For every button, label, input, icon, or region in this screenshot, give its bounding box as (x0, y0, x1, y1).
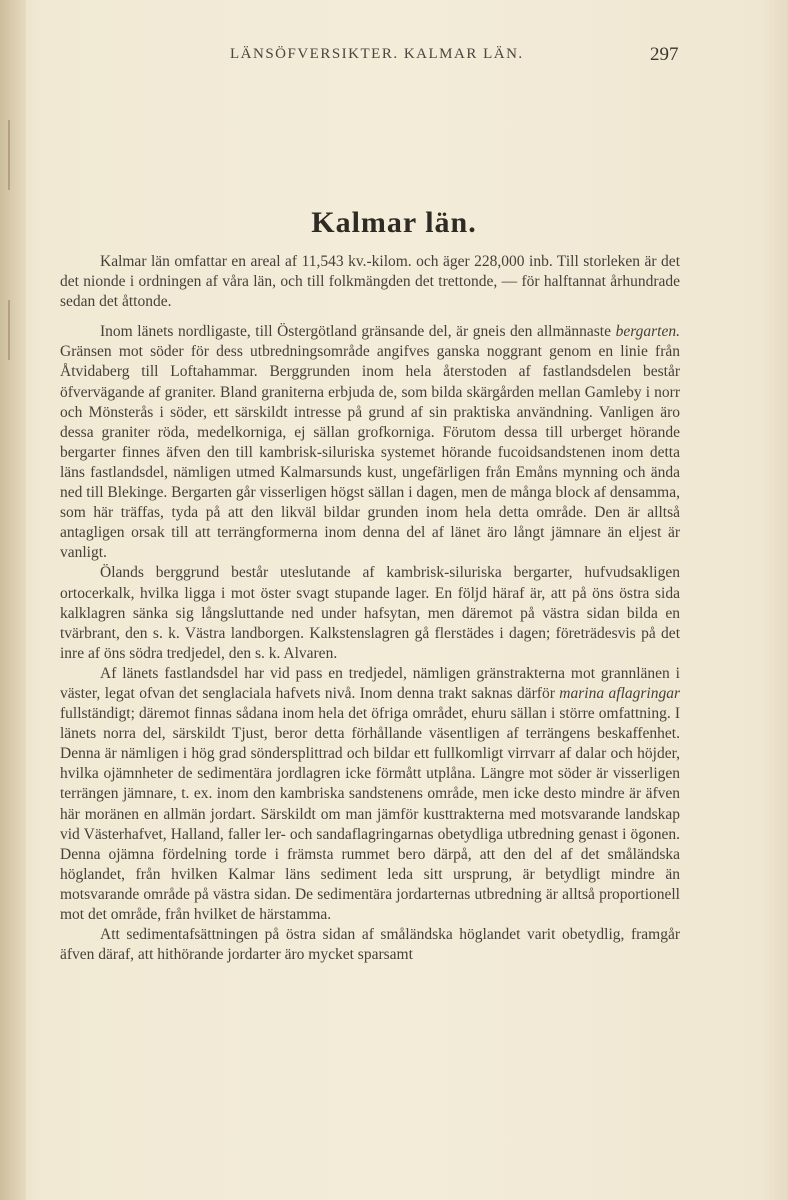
running-head: LÄNSÖFVERSIKTER. KALMAR LÄN. (230, 46, 524, 62)
paragraph: Ölands berggrund består uteslutande af kambrisk-siluriska bergarter, hufvudsakligen ortocerkalk, hvilka ligga i mot öster svagt stupande lager. En följd häraf är, att på öns östra sida kalklagren sänka sig långsluttande ned under hafsytan, men däremot på västra sidan bilda en tvärbrant, den s. k. Västra landborgen. Kalkstenslagren gå flerstädes i dagen; företrädesvis på det inre af öns södra tredjedel, den s. k. Alvaren. (60, 564, 680, 662)
emphasis-bergarten: bergarten. (615, 323, 680, 341)
paragraph-text: Gränsen mot söder för dess utbredningsområde angifves ganska noggrant genom en linie från Åtvidaberg till Loftahammar. Berggrunden inom hela återstoden af fastlandsdelen består öfvervägande af graniter. Bland graniterna erbjuda de, som bilda skärgården mellan Gamleby i norr och Mönsterås i söder, ett särskildt intresse på grund af sin praktiska användning. Vanligen äro dessa graniter röda, medelkorniga, ej sällan grofkorniga. Förutom dessa till urberget hörande bergarter finnes äfven den till kambrisk-siluriska systemet hörande fucoidsandstenen inom detta läns fastlandsdel, nämligen utmed Kalmarsunds kust, ungefärligen från Emåns mynning och ända ned till Blekinge. Bergarten går visserligen högst sällan i dagen, men de många block af densamma, som här träffas, tyda på att den likväl bildar grunden inom hela detta område. Den är alltså antagligen orsak till att terrängformerna inom denna del af länet äro långt jämnare än eljest är vanligt. (60, 343, 680, 562)
page-binding-shadow (0, 0, 26, 1200)
page-title: Kalmar län. (311, 206, 477, 239)
paragraph (60, 322, 680, 563)
edge-mark (8, 120, 10, 190)
paragraph-text: Inom länets nordligaste, till Östergötland gränsande del, är gneis den allmännaste (100, 323, 616, 341)
edge-mark (8, 300, 10, 360)
paragraph-text: fullständigt; däremot finnas sådana inom hela det öfriga området, ehuru sällan i större omfattning. I länets norra del, särskildt Tjust, beror detta förhållande väsentligen af terrängens beskaffenhet. Denna är nämligen i hög grad söndersplittrad och bildar ett fullkomligt virrvarr af dalar och höjder, hvilka ojämnheter de sedimentära jordlagren icke förmått utplåna. Längre mot söder är visserligen terrängen jämnare, t. ex. inom den kambriska sandstenens område, men icke desto mindre är äfven här moränen en allmän jordart. Särskildt om man jämför kusttrakterna med motsvarande landskap vid Västerhafvet, Halland, faller ler- och sandaflagringarnas obetydliga utbredning genast i ögonen. Denna ojämna fördelning torde i främsta rummet bero därpå, att den del af det småländska höglandet, från hvilken Kalmar läns sediment leda sitt ursprung, är betydligt mindre än motsvarande område på västra sidan. De sedimentära jordarternas utbredning är alltså proportionell mot det område, från hvilket de härstamma. (60, 705, 680, 923)
paragraph-text: Af länets fastlandsdel har vid pass en tredjedel, nämligen gränstrakterna mot grannlänen i väster, legat ofvan det senglaciala hafvets nivå. Inom denna trakt saknas därför (60, 664, 680, 702)
page-number: 297 (650, 44, 679, 65)
emphasis-marina-aflagringar: marina aflagringar (559, 684, 680, 702)
paragraph (60, 664, 680, 925)
paragraph: Att sedimentafsättningen på östra sidan af småländska höglandet varit obetydlig, framgår äfven däraf, att hithörande jordarter äro mycket sparsamt (60, 926, 680, 964)
body-text (60, 252, 680, 965)
paragraph: Kalmar län omfattar en areal af 11,543 kv.-kilom. och äger 228,000 inb. Till storleken är det det nionde i ordningen af våra län, och till folkmängden det trettonde, — för halftannat århundrade sedan det åttonde. (60, 253, 680, 311)
